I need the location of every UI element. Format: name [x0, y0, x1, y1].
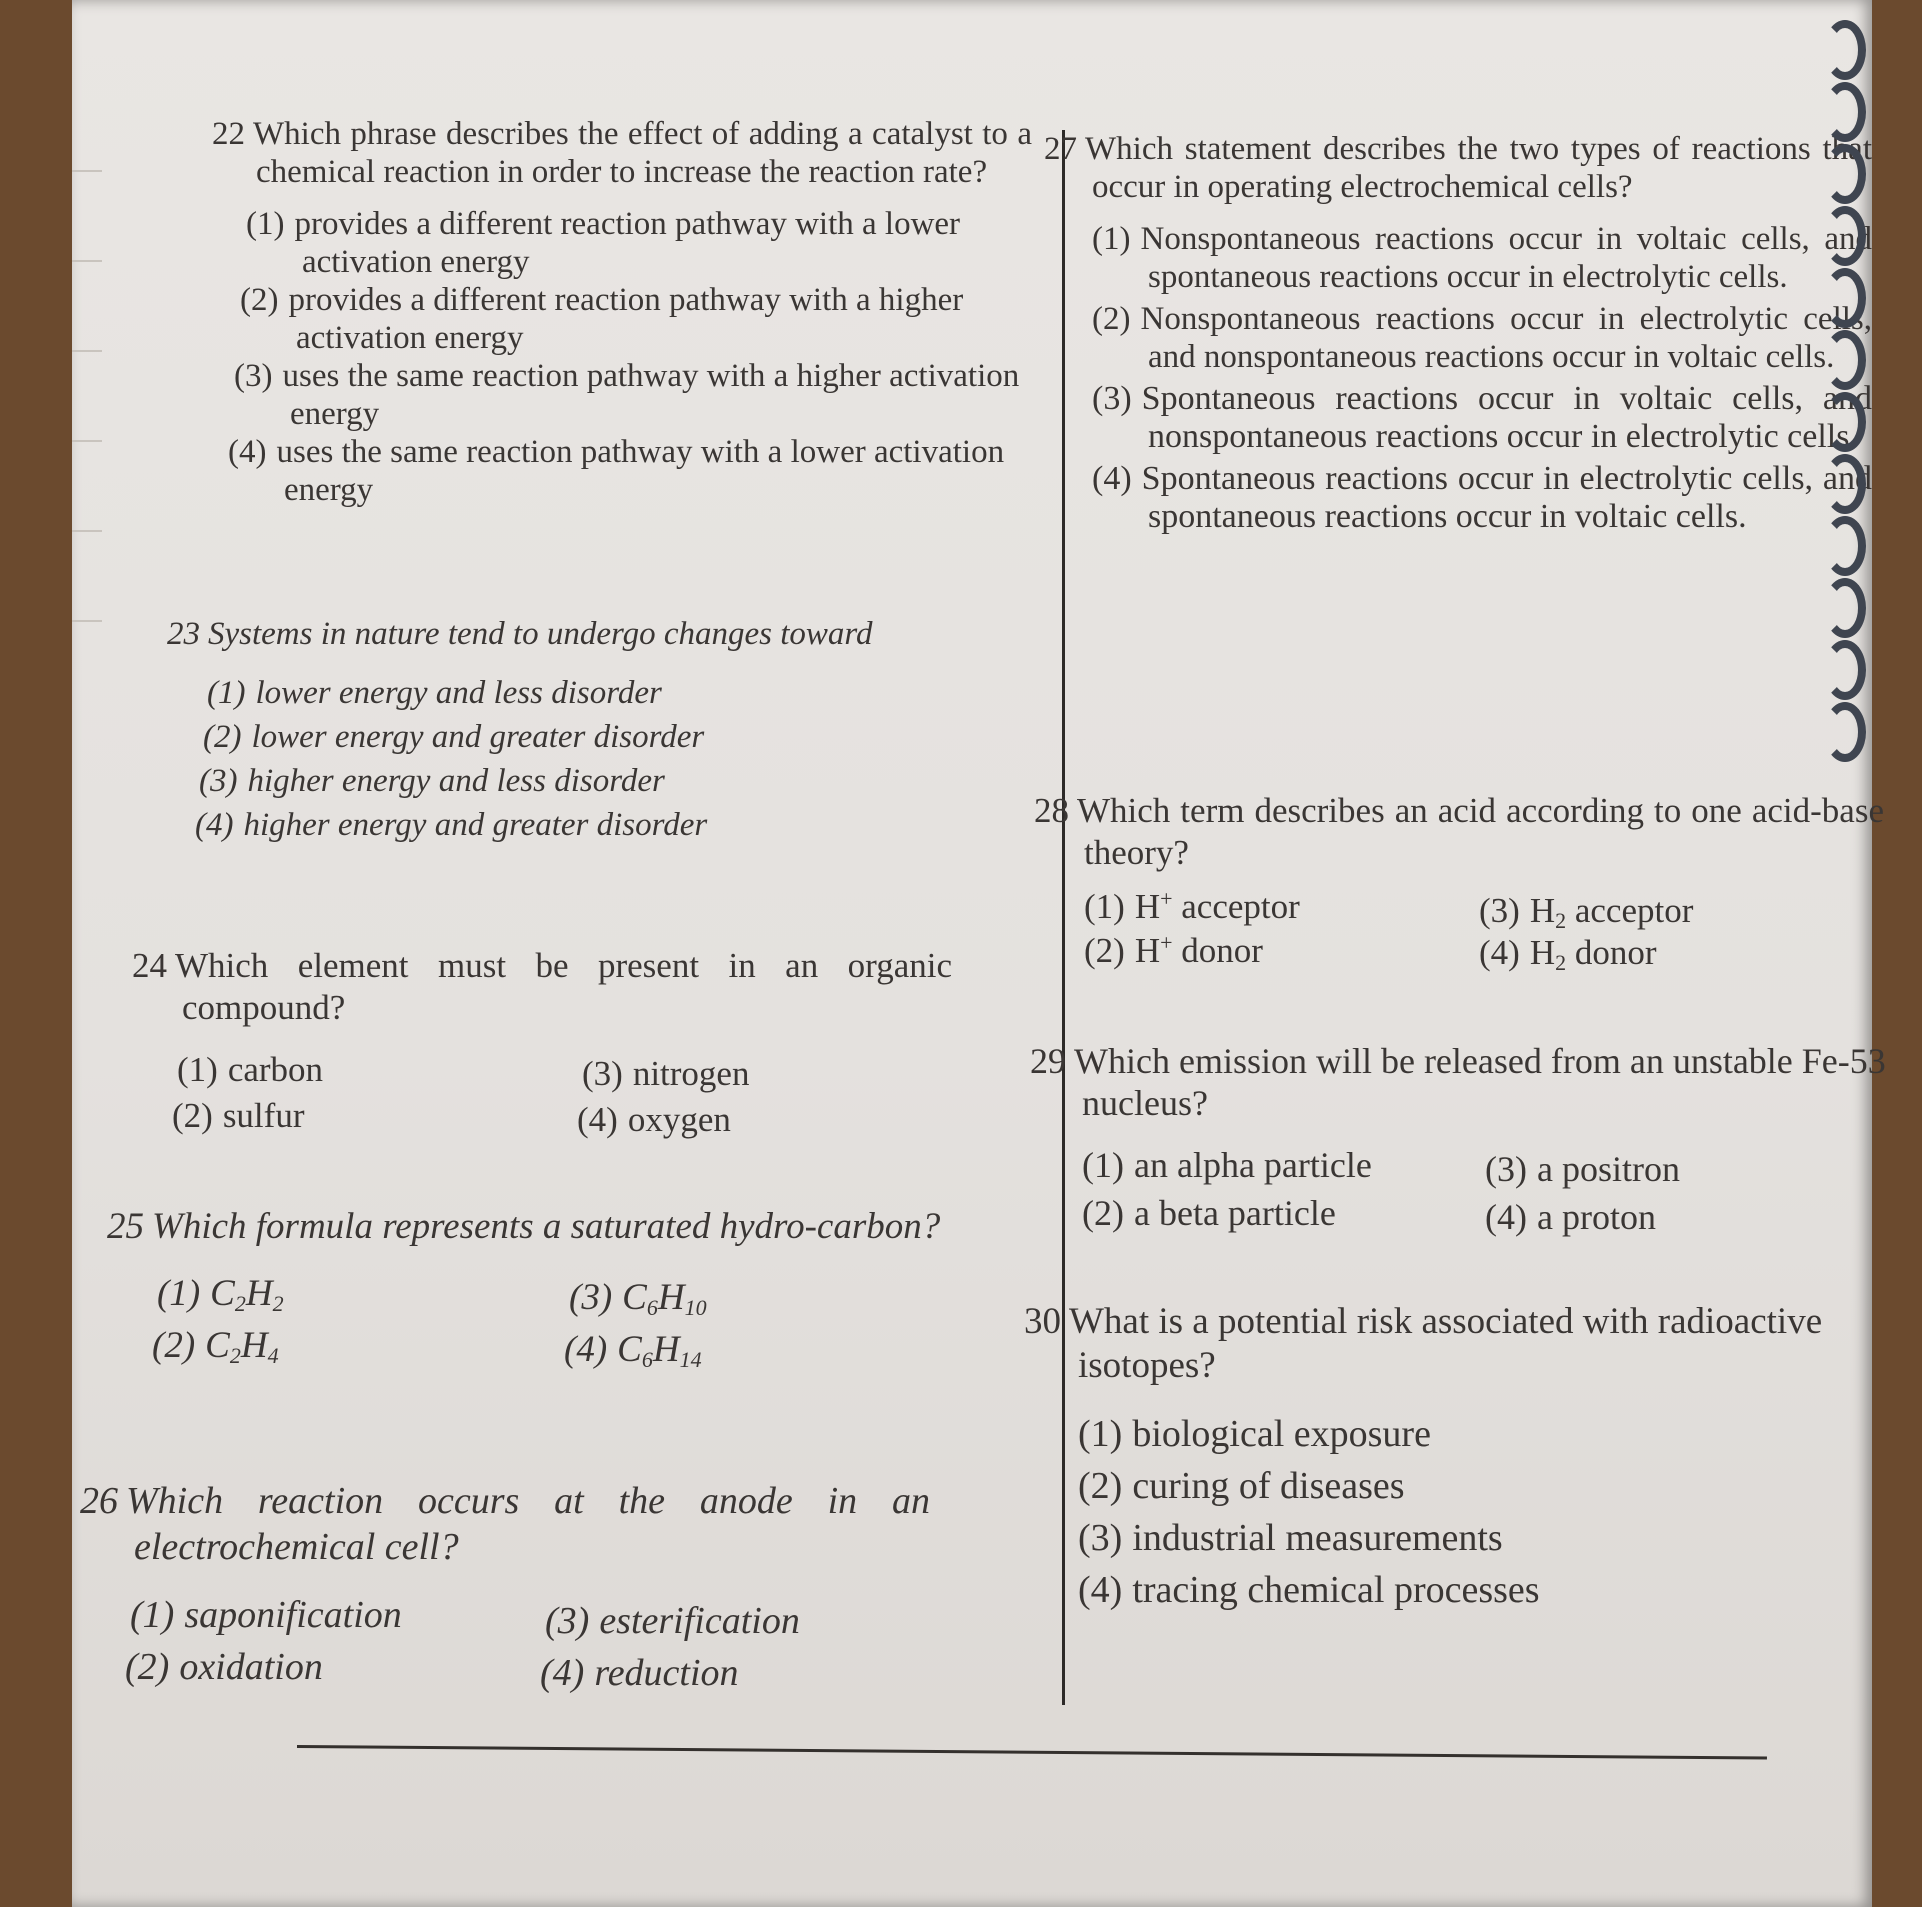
question-stem	[107, 1205, 947, 1249]
question-text: Which term describes an acid according to one acid-base theory?	[1077, 791, 1884, 872]
answer-option[interactable]: (4) $C_6H_{14}$	[564, 1329, 702, 1372]
question-30	[1024, 1300, 1922, 1616]
question-25	[107, 1205, 947, 1375]
bottom-rule	[297, 1745, 1767, 1760]
answer-option[interactable]: (4) $H_2$ donor	[1479, 933, 1657, 975]
question-text: Which reaction occurs at the anode in an electrochemical cell?	[126, 1480, 930, 1568]
answer-option[interactable]: (3) $C_6H_{10}$	[569, 1277, 707, 1320]
answer-option[interactable]: (2) lower energy and greater disorder	[203, 719, 705, 755]
answer-option[interactable]: (3) Spontaneous reactions occur in voltaic cells, and nonspontaneous reactions occur in electrolytic cells.	[1092, 380, 1872, 455]
answer-option[interactable]: (1) $C_2H_2$	[157, 1273, 284, 1316]
question-text: Which statement describes the two types of reactions that occur in operating electrochemical cells?	[1085, 131, 1872, 205]
question-text: Which formula represents a saturated hydro-carbon?	[152, 1206, 941, 1247]
question-number: 28	[1034, 791, 1069, 830]
question-stem	[1044, 130, 1872, 206]
question-24	[132, 945, 952, 1151]
exam-page	[72, 0, 1886, 1907]
answer-option[interactable]: (1) an alpha particle	[1082, 1145, 1372, 1185]
answer-option[interactable]: (1) provides a different reaction pathway with a lower activation energy	[246, 206, 961, 280]
answer-option[interactable]: (2) a beta particle	[1082, 1193, 1336, 1233]
answer-option[interactable]: (1) saponification	[130, 1594, 402, 1636]
question-stem	[132, 945, 952, 1029]
question-number: 26	[80, 1480, 118, 1522]
spiral-binding	[1820, 20, 1872, 1620]
answer-option[interactable]: (3) a positron	[1485, 1149, 1680, 1189]
question-number: 27	[1044, 131, 1077, 167]
question-text: Systems in nature tend to undergo changes toward	[208, 616, 873, 652]
answer-option[interactable]: (4) Spontaneous reactions occur in electrolytic cells, and spontaneous reactions occur in voltaic cells.	[1092, 460, 1872, 535]
answer-option[interactable]: (1) biological exposure	[1078, 1413, 1431, 1455]
answer-option[interactable]: (3) nitrogen	[582, 1054, 750, 1093]
question-stem	[212, 115, 1032, 191]
question-text: Which phrase describes the effect of adding a catalyst to a chemical reaction in order to increase the reaction rate?	[253, 116, 1032, 190]
question-stem	[167, 615, 967, 653]
question-text: Which emission will be released from an unstable Fe-53 nucleus?	[1074, 1041, 1886, 1123]
question-stem	[1034, 790, 1884, 874]
answer-option[interactable]: (4) a proton	[1485, 1197, 1656, 1237]
question-stem	[1024, 1300, 1922, 1388]
answer-option[interactable]: (3) uses the same reaction pathway with a higher activation energy	[234, 358, 1020, 432]
answer-option[interactable]: (3) esterification	[545, 1600, 800, 1642]
question-number: 30	[1024, 1301, 1061, 1342]
answer-option[interactable]: (1) H+ acceptor	[1084, 886, 1300, 926]
answer-option[interactable]: (2) Nonspontaneous reactions occur in electrolytic cells, and nonspontaneous reactions occur in voltaic cells.	[1092, 301, 1872, 375]
question-number: 29	[1030, 1041, 1066, 1081]
answer-option[interactable]: (2) H+ donor	[1084, 930, 1263, 970]
answer-option[interactable]: (1) lower energy and less disorder	[207, 675, 662, 711]
question-22	[212, 115, 1032, 509]
answer-option[interactable]: (3) $H_2$ acceptor	[1479, 891, 1694, 933]
question-stem	[1030, 1040, 1910, 1124]
answer-option[interactable]: (3) higher energy and less disorder	[199, 763, 665, 799]
question-text: Which element must be present in an organic compound?	[175, 946, 952, 1027]
question-27	[1044, 130, 1872, 536]
question-26	[80, 1478, 930, 1696]
question-number: 23	[167, 616, 200, 652]
answer-option[interactable]: (2) provides a different reaction pathway with a higher activation energy	[240, 282, 964, 356]
question-23	[167, 615, 967, 847]
answer-option[interactable]: (2) $C_2H_4$	[152, 1325, 279, 1368]
question-number: 25	[107, 1206, 144, 1247]
question-text: What is a potential risk associated with radioactive isotopes?	[1069, 1301, 1823, 1386]
answer-option[interactable]: (2) curing of diseases	[1078, 1465, 1405, 1507]
question-29	[1030, 1040, 1910, 1246]
answer-option[interactable]: (1) carbon	[177, 1050, 324, 1089]
answer-option[interactable]: (3) industrial measurements	[1078, 1517, 1503, 1559]
question-28	[1034, 790, 1884, 978]
question-number: 22	[212, 116, 245, 152]
answer-option[interactable]: (4) tracing chemical processes	[1078, 1569, 1540, 1611]
answer-option[interactable]: (4) higher energy and greater disorder	[195, 807, 708, 843]
answer-option[interactable]: (4) reduction	[540, 1652, 739, 1694]
answer-option[interactable]: (4) oxygen	[577, 1100, 731, 1139]
question-number: 24	[132, 946, 167, 985]
answer-option[interactable]: (4) uses the same reaction pathway with a lower activation energy	[228, 434, 1005, 508]
answer-option[interactable]: (2) sulfur	[172, 1096, 305, 1135]
question-stem	[80, 1478, 930, 1570]
answer-option[interactable]: (1) Nonspontaneous reactions occur in voltaic cells, and spontaneous reactions occur in electrolytic cells.	[1092, 221, 1872, 295]
answer-option[interactable]: (2) oxidation	[125, 1646, 323, 1688]
